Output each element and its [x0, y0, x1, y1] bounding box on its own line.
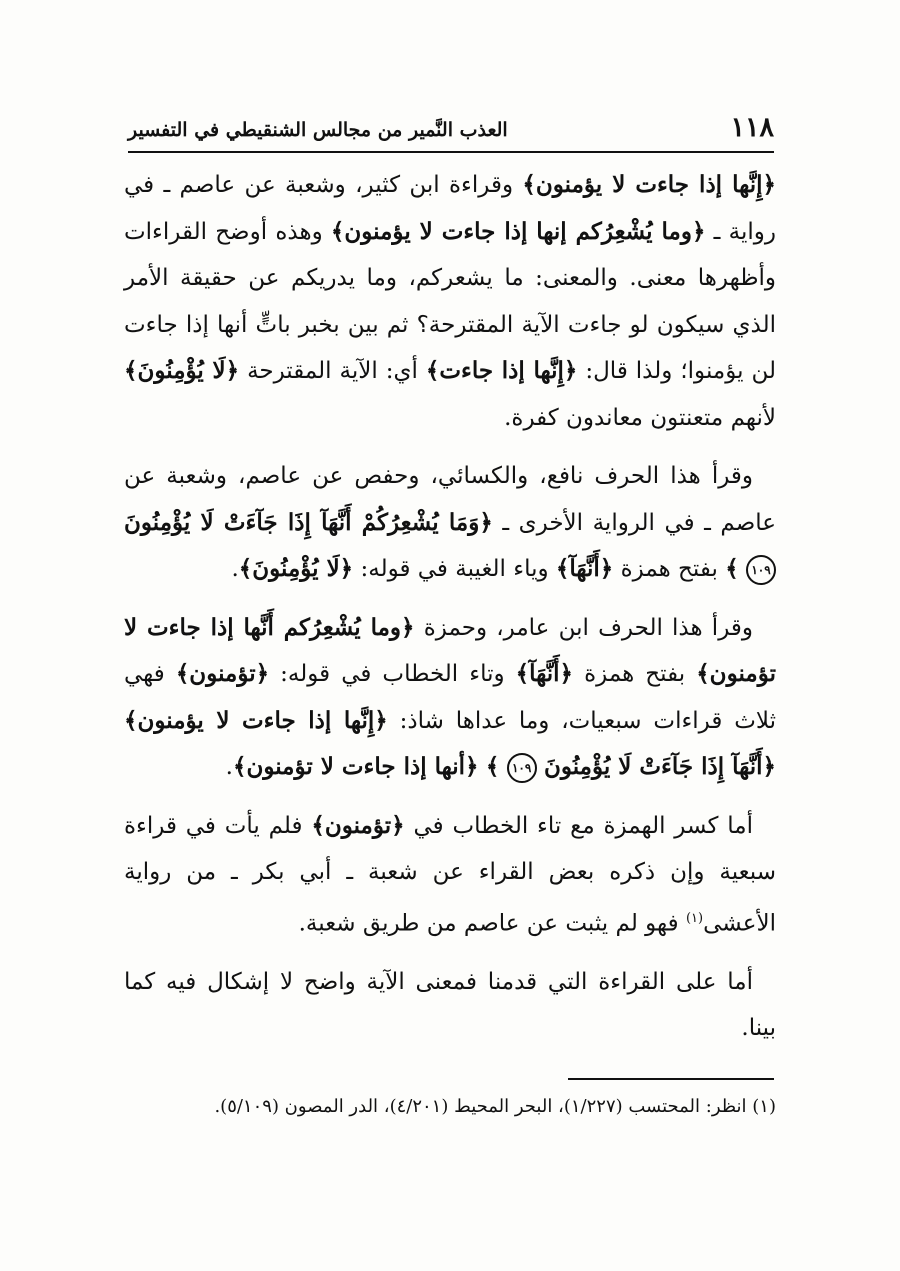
quran-quote: ﴿وَمَا يُشْعِرُكُمْ أَنَّهَآ إِذَا جَآءَتْ لَا يُؤْمِنُونَ — [124, 508, 493, 536]
page-header — [128, 112, 774, 148]
quran-quote: ﴿أَنَّهَآ﴾ — [555, 555, 614, 582]
quran-quote: ﴿أَنَّهَآ﴾ — [515, 660, 574, 687]
quran-quote: ﴿إِنَّها إذا جاءت﴾ — [425, 357, 578, 384]
footnote-separator — [568, 1078, 774, 1080]
text-run: أما كسر الهمزة مع تاء الخطاب في — [404, 812, 754, 839]
page-number: ١١٨ — [730, 112, 774, 143]
quran-quote: ﴿تؤمنون﴾ — [175, 660, 270, 687]
quran-quote: ﴿لَا يُؤْمِنُونَ﴾ — [238, 555, 354, 582]
text-run: بفتح همزة — [613, 556, 726, 582]
quran-quote: ﴿لَا يُؤْمِنُونَ﴾ — [124, 357, 240, 384]
text-run: أما على القراءة التي قدمنا فمعنى الآية واضح لا إشكال فيه كما بينا. — [124, 968, 776, 1042]
text-run: وقرأ هذا الحرف ابن عامر، وحمزة — [414, 614, 753, 641]
quran-quote: ﴿وما يُشْعِرُكم إنها إذا جاءت لا يؤمنون﴾ — [330, 217, 706, 245]
paragraph-2 — [124, 453, 776, 593]
text-run: وهذه أوضح القراءات وأظهرها معنى. والمعنى: ما يشعركم، وما يدريكم عن حقيقة الأمر الذي سيكون لو جاءت الآية المقترحة؟ ثم بين بخبر باتٍّ أنها إذا جاءت لن يؤمنوا؛ ولذا قال: — [124, 218, 776, 384]
verse-number-marker: ١٠٩ — [507, 753, 537, 783]
footnote-reference[interactable]: (١) — [685, 910, 704, 926]
footnote — [124, 1090, 776, 1124]
paragraph-4 — [124, 803, 776, 947]
quran-quote: ﴿أَنَّهَآ إِذَا جَآءَتْ لَا يُؤْمِنُونَ — [543, 753, 776, 780]
text-run: فهو لم يثبت عن عاصم من طريق شعبة. — [298, 910, 686, 937]
text-run: وتاء الخطاب في قوله: — [269, 661, 516, 687]
text-run: وقراءة ابن كثير، وشعبة عن عاصم ـ في رواية ـ — [124, 172, 776, 245]
text-run: لأنهم متعنتون معاندون كفرة. — [504, 404, 776, 431]
quran-quote: ﴿إِنَّها إذا جاءت لا يؤمنون﴾ — [124, 706, 388, 734]
quran-quote: ﴿تؤمنون﴾ — [311, 811, 405, 839]
verse-number-marker: ١٠٩ — [746, 555, 776, 585]
running-title: العذب النَّمير من مجالس الشنقيطي في التفسير — [128, 119, 508, 141]
text-run — [479, 754, 486, 780]
text-run: . — [225, 754, 233, 780]
quran-quote-close: ﴾ — [485, 753, 500, 780]
footnote-text: (١) انظر: المحتسب (١/٢٢٧)، البحر المحيط (٤/٢٠١)، الدر المصون (٥/١٠٩). — [214, 1096, 776, 1117]
text-run: فلم يأت في قراءة سبعية وإن ذكره بعض القراء عن شعبة ـ أبي بكر ـ من رواية الأعشى — [124, 812, 776, 937]
text-run: أي: الآية المقترحة — [239, 358, 426, 384]
text-run: فهي ثلاث قراءات سبعيات، وما عداها شاذ: — [124, 661, 776, 734]
paragraph-3 — [124, 605, 776, 791]
text-run: وياء الغيبة في قوله: — [353, 556, 556, 582]
paragraph-1 — [124, 162, 776, 441]
quran-quote: ﴿أنها إذا جاءت لا تؤمنون﴾ — [232, 753, 479, 780]
header-rule — [128, 151, 774, 153]
text-run: وقرأ هذا الحرف نافع، والكسائي، وحفص عن عاصم، وشعبة عن عاصم ـ في الرواية الأخرى ـ — [124, 463, 776, 536]
quran-quote-close: ﴾ — [725, 555, 739, 582]
text-run: بفتح همزة — [573, 661, 697, 687]
quran-quote: ﴿وما يُشْعِرُكم أَنَّها إذا جاءت لا تؤمنون﴾ — [124, 613, 776, 687]
paragraph-5 — [124, 959, 776, 1052]
text-run: . — [231, 556, 239, 582]
body-text — [124, 162, 776, 1052]
quran-quote: ﴿إِنَّها إذا جاءت لا يؤمنون﴾ — [522, 171, 776, 198]
